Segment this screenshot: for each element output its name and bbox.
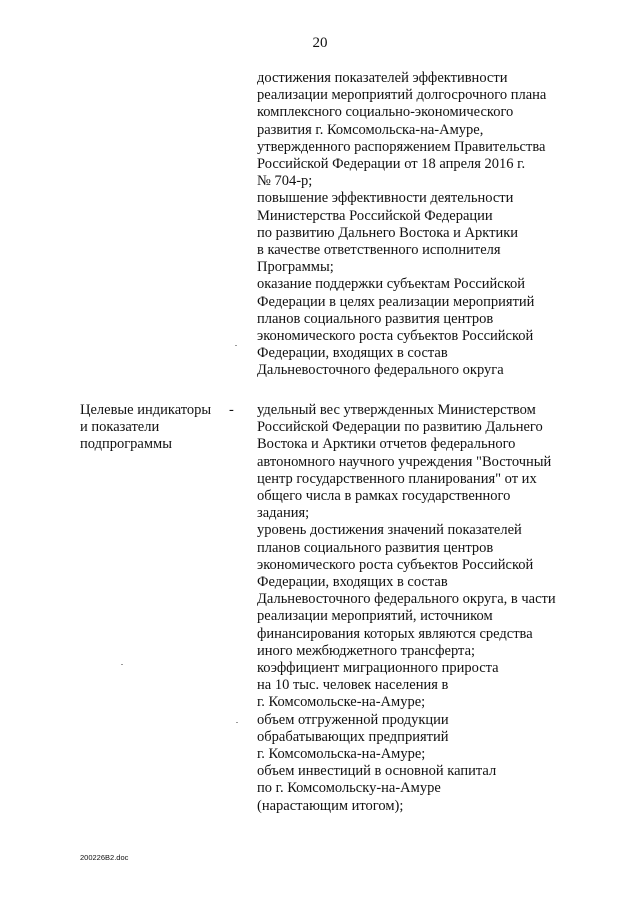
scan-speck xyxy=(235,345,237,346)
text-line: (нарастающим итогом); xyxy=(257,797,404,814)
text-line: планов социального развития центров xyxy=(257,310,494,327)
text-line: коэффициент миграционного прироста xyxy=(257,660,499,677)
text-line: комплексного социально-экономического xyxy=(257,104,514,121)
text-line: реализации мероприятий долгосрочного плана xyxy=(257,87,547,104)
text-line: по г. Комсомольску-на-Амуре xyxy=(257,780,441,797)
text-line: достижения показателей эффективности xyxy=(257,70,508,86)
text-line: на 10 тыс. человек населения в xyxy=(257,677,449,694)
label-line: подпрограммы xyxy=(80,436,172,453)
text-line: объем отгруженной продукции xyxy=(257,711,449,728)
text-line: Дальневосточного федерального округа xyxy=(257,362,504,379)
text-line: Российской Федерации по развитию Дальнего xyxy=(257,419,543,436)
text-line: финансирования которых являются средства xyxy=(257,625,533,642)
text-line: Российской Федерации от 18 апреля 2016 г. xyxy=(257,156,526,173)
text-line: планов социального развития центров xyxy=(257,539,494,556)
text-line: г. Комсомольске-на-Амуре; xyxy=(257,694,426,711)
text-line: центр государственного планирования" от их xyxy=(257,470,537,487)
continued-goals-block xyxy=(257,70,587,380)
page-number: 20 xyxy=(312,35,328,51)
text-line: в качестве ответственного исполнителя xyxy=(257,242,501,259)
text-line: развития г. Комсомольска-на-Амуре, xyxy=(257,121,484,138)
text-line: задания; xyxy=(257,505,310,522)
footer-filename: 200226B2.doc xyxy=(80,853,129,862)
text-line: г. Комсомольска-на-Амуре; xyxy=(257,746,426,763)
text-line: повышение эффективности деятельности xyxy=(257,190,514,207)
scan-speck xyxy=(121,664,123,665)
text-line: Федерации, входящих в состав xyxy=(257,345,448,362)
section-content xyxy=(257,402,597,815)
text-line: обрабатывающих предприятий xyxy=(257,728,449,745)
text-line: по развитию Дальнего Востока и Арктики xyxy=(257,224,519,241)
text-line: экономического роста субъектов Российской xyxy=(257,556,534,573)
text-line: удельный вес утвержденных Министерством xyxy=(257,402,536,418)
text-line: Дальневосточного федерального округа, в части xyxy=(257,591,556,608)
text-line: Министерства Российской Федерации xyxy=(257,207,493,224)
scan-speck xyxy=(236,722,238,723)
label-line: и показатели xyxy=(80,419,160,436)
text-line: Востока и Арктики отчетов федерального xyxy=(257,436,516,453)
text-line: утвержденного распоряжением Правительства xyxy=(257,138,546,155)
text-line: уровень достижения значений показателей xyxy=(257,522,522,539)
text-line: общего числа в рамках государственного xyxy=(257,488,511,505)
text-line: объем инвестиций в основной капитал xyxy=(257,763,497,780)
label-line: Целевые индикаторы xyxy=(80,402,212,418)
text-line: реализации мероприятий, источником xyxy=(257,608,493,625)
section-label xyxy=(80,402,230,454)
text-line: № 704-р; xyxy=(257,173,313,190)
text-line: иного межбюджетного трансферта; xyxy=(257,642,476,659)
text-line: Федерации, входящих в состав xyxy=(257,574,448,591)
text-line: Программы; xyxy=(257,259,334,276)
text-line: автономного научного учреждения "Восточный xyxy=(257,453,552,470)
text-line: экономического роста субъектов Российской xyxy=(257,328,534,345)
text-line: оказание поддержки субъектам Российской xyxy=(257,276,526,293)
section-dash: - xyxy=(229,402,234,418)
text-line: Федерации в целях реализации мероприятий xyxy=(257,293,535,310)
